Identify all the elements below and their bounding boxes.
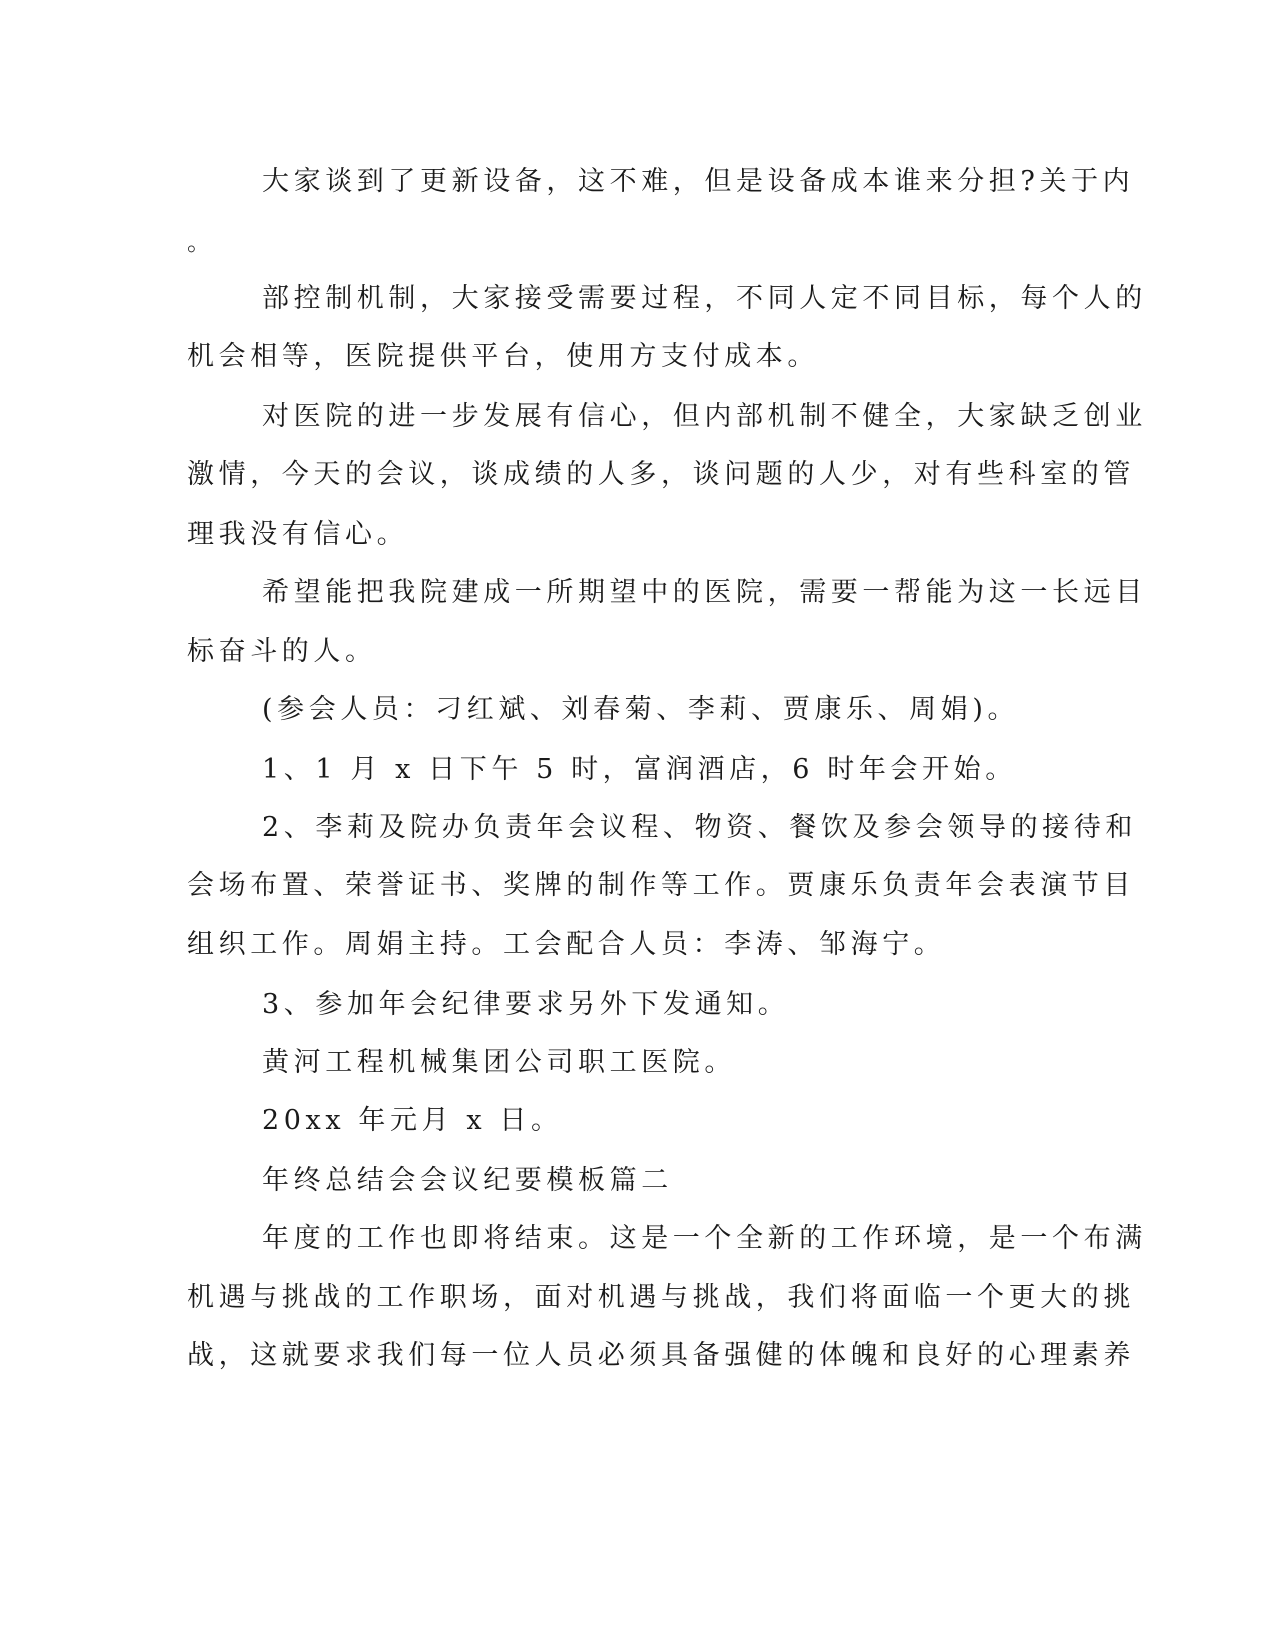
text-line: 年度的工作也即将结束。这是一个全新的工作环境，是一个布满: [262, 1223, 1147, 1254]
text-line: 大家谈到了更新设备，这不难，但是设备成本谁来分担?关于内: [262, 166, 1135, 197]
text-line: 希望能把我院建成一所期望中的医院，需要一帮能为这一长远目: [262, 577, 1147, 608]
text-line: 对医院的进一步发展有信心，但内部机制不健全，大家缺乏创业: [262, 401, 1147, 432]
section-heading: 年终总结会会议纪要模板篇二: [262, 1165, 673, 1196]
text-line: (参会人员：刁红斌、刘春菊、李莉、贾康乐、周娟)。: [262, 694, 1020, 725]
text-line: 3、参加年会纪律要求另外下发通知。: [262, 989, 790, 1020]
text-line: 部控制机制，大家接受需要过程，不同人定不同目标，每个人的: [262, 283, 1147, 314]
text-line: 激情，今天的会议，谈成绩的人多，谈问题的人少，对有些科室的管: [187, 459, 1135, 490]
text-line: 理我没有信心。: [187, 519, 409, 550]
text-line: 机遇与挑战的工作职场，面对机遇与挑战，我们将面临一个更大的挑: [187, 1282, 1135, 1313]
text-line: 20xx 年元月 x 日。: [262, 1105, 563, 1136]
text-line: 标奋斗的人。: [187, 636, 377, 667]
text-line: 黄河工程机械集团公司职工医院。: [262, 1047, 736, 1078]
text-line: 1、1 月 x 日下午 5 时，富润酒店，6 时年会开始。: [262, 754, 1017, 785]
text-line: 。: [187, 228, 216, 256]
text-line: 机会相等，医院提供平台，使用方支付成本。: [187, 341, 819, 372]
text-line: 会场布置、荣誉证书、奖牌的制作等工作。贾康乐负责年会表演节目: [187, 870, 1135, 901]
text-line: 2、李莉及院办负责年会议程、物资、餐饮及参会领导的接待和: [262, 812, 1137, 843]
text-line: 组织工作。周娟主持。工会配合人员：李涛、邹海宁。: [187, 929, 946, 960]
text-line: 战，这就要求我们每一位人员必须具备强健的体魄和良好的心理素养: [187, 1340, 1135, 1371]
